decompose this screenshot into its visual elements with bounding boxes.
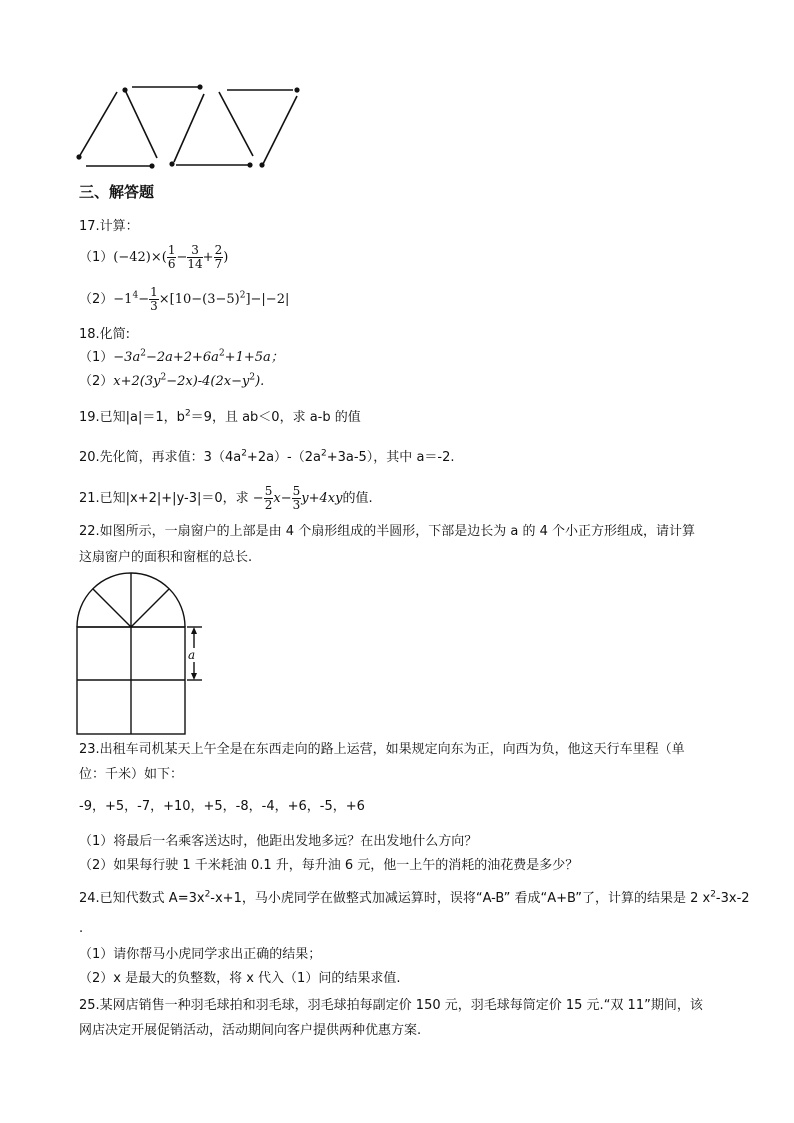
q18-part1: $(1)-3a^2-2a+2+6a^2+1+5a$； (79, 348, 284, 365)
window-figure (70, 568, 210, 738)
dim-arrow-down (191, 673, 197, 680)
stick (263, 96, 297, 164)
q23-data: -9，+5，-7，+10，+5，-8，-4，+6，-5，+6 (79, 799, 365, 814)
q19-text: 19.已知|a|＝1，$b^2=9$，且 ab＜0，求 a-b 的值 (79, 408, 361, 425)
stick-end-dot (294, 87, 299, 92)
q17-title: 17.计算： (79, 219, 139, 234)
q24-text: 24.已知代数式 $A=3x^2-x+1$，马小虎同学在做整式加减运算时，误将“A-B” 看成“A+B”了，计算的结果是 2 $x^2-3x-2$ (79, 889, 750, 906)
q17-part1: （1）(−42)×( $\frac{1}{6}$ − $\frac{3}{14}$ + $\frac{2}{7}$ ) (79, 243, 229, 271)
stick-end-dot (169, 161, 174, 166)
sector-line-left (93, 589, 131, 627)
q25-line1: 25.某网店销售一种羽毛球拍和羽毛球，羽毛球拍每副定价 150 元，羽毛球每筒定价 15 元.“双 11”期间，该 (79, 998, 703, 1013)
q24-dot: . (79, 921, 84, 936)
stick-end-dot (247, 162, 252, 167)
q22-line2: 这扇窗户的面积和窗框的总长. (79, 550, 253, 565)
q23-part2: （2）如果每行驶 1 千米耗油 0.1 升，每升油 6 元，他一上午的消耗的油花费是多少？ (79, 858, 579, 873)
q24-part2: （2）x 是最大的负整数，将 x 代入（1）问的结果求值. (79, 971, 401, 986)
stick-end-dot (76, 154, 81, 159)
sector-line-right (131, 589, 169, 627)
stick-end-dot (259, 162, 264, 167)
dim-arrow-up (191, 627, 197, 634)
q25-line2: 网店决定开展促销活动，活动期间向客户提供两种优惠方案. (79, 1023, 422, 1038)
stick-end-dot (149, 163, 154, 168)
q21-text: 21.已知|x+2|+|y-3|＝0，求 − $\frac{5}{2}$ x− $\frac{5}{3}$ y+4xy的值. (79, 484, 373, 512)
q23-line1: 23.出租车司机某天上午全是在东西走向的路上运营，如果规定向东为正，向西为负，他这天行车里程（单 (79, 742, 685, 757)
q17-part2: $(2)-1^4-$ $\frac{1}{3}$ $\times[10-(3-5)^2]-|-2|$ (79, 285, 290, 313)
q23-part1: （1）将最后一名乘客送达时，他距出发地多远？在出发地什么方向？ (79, 834, 478, 849)
q20-text: 20.先化简，再求值：$3(4a^2+2a)-(2a^2+3a-5)$，其中 a＝-2. (79, 448, 455, 465)
q24-part1: （1）请你帮马小虎同学求出正确的结果； (79, 947, 322, 962)
q18-title: 18.化简: (79, 327, 131, 342)
stick (125, 90, 157, 158)
dim-label: a (188, 648, 196, 662)
stick-end-dot (122, 87, 127, 92)
stick (219, 92, 253, 156)
q22-line1: 22.如图所示，一扇窗户的上部是由 4 个扇形组成的半圆形，下部是边长为 a 的 4 个小正方形组成，请计算 (79, 524, 695, 539)
stick-end-dot (197, 84, 202, 89)
stick (174, 94, 204, 162)
q18-part2: $(2)x+2(3y^2-2x)-4(2x-y^2)$. (79, 372, 265, 389)
section-title: 三、解答题 (79, 183, 155, 201)
q23-line2: 位：千米）如下： (79, 767, 184, 782)
stick (79, 92, 117, 157)
triangle-stick-figure (70, 80, 310, 175)
